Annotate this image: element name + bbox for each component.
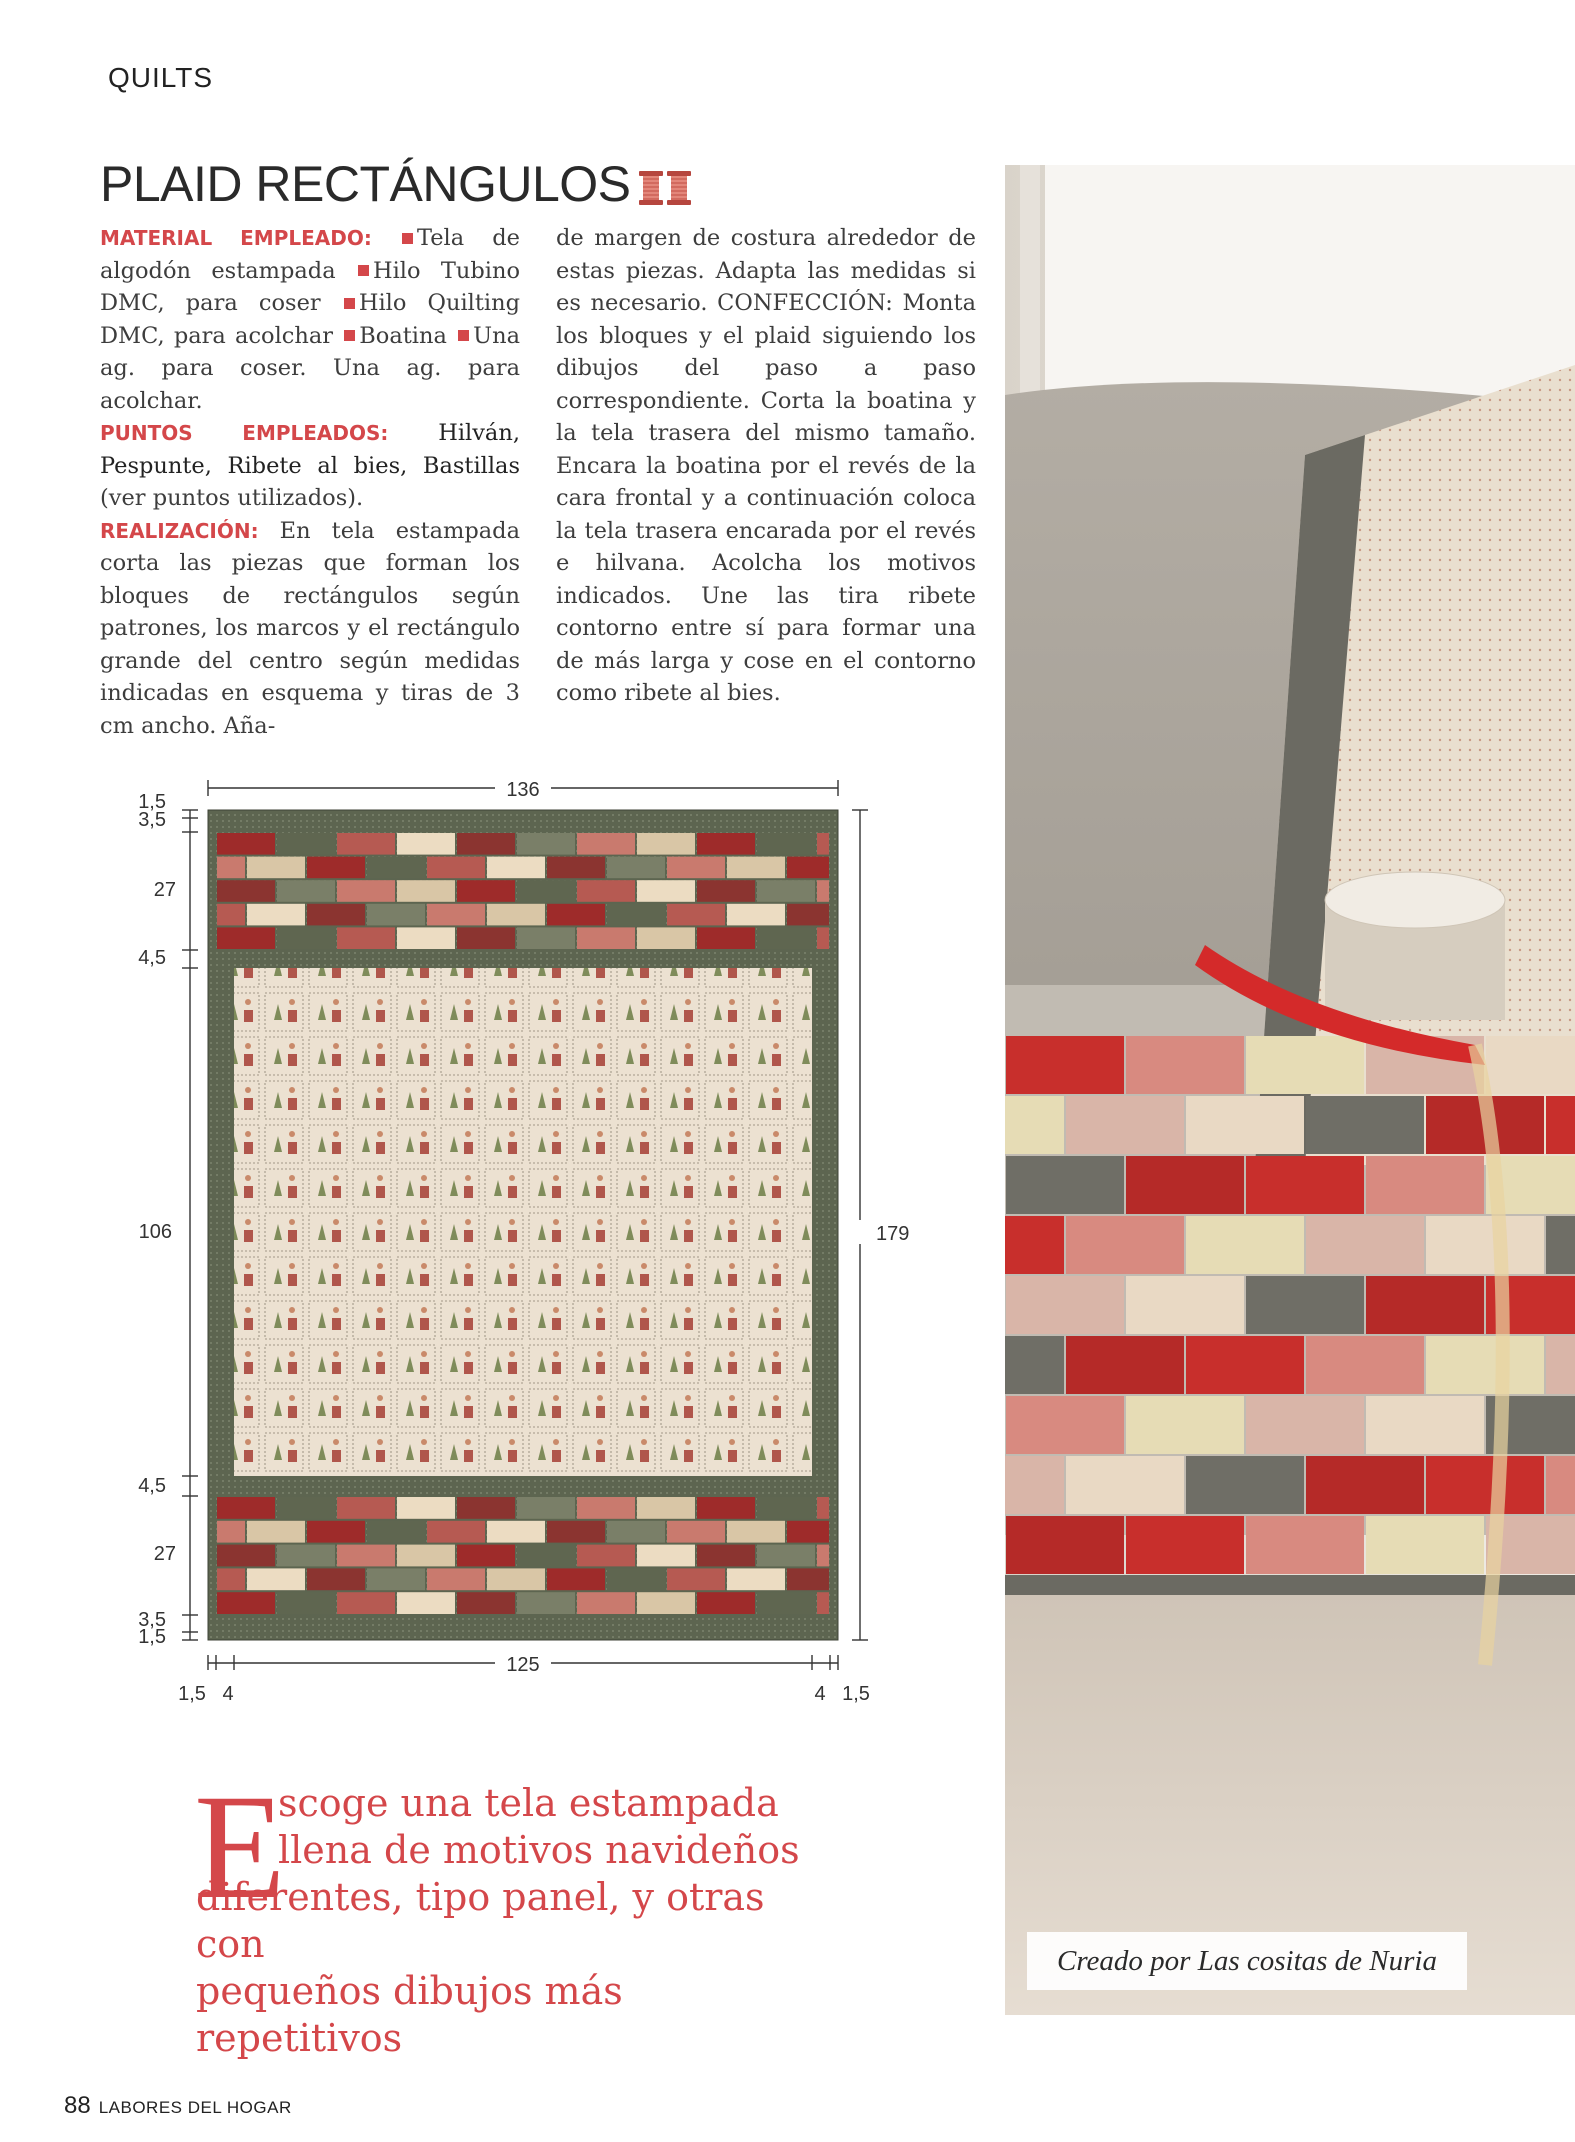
spool-icon <box>639 171 663 205</box>
brick-rectangle <box>487 904 545 926</box>
brick-rectangle <box>337 1497 395 1519</box>
photo-brick <box>1426 1336 1544 1394</box>
brick-rectangle <box>247 1568 305 1590</box>
dimension-width-total: 136 <box>506 779 540 801</box>
material-item: Una ag. para coser. Una ag. para acolchar. <box>100 322 520 414</box>
photo-brick <box>1126 1276 1244 1334</box>
brick-rectangle <box>247 1521 305 1543</box>
brick-rectangle <box>787 1568 829 1590</box>
brick-rectangle <box>457 1545 515 1567</box>
photo-brick <box>1546 1456 1575 1514</box>
brick-rectangle <box>637 833 695 855</box>
brick-rectangle <box>247 857 305 879</box>
brick-rectangle <box>397 927 455 949</box>
brick-rectangle <box>277 1545 335 1567</box>
photo-brick <box>1066 1216 1184 1274</box>
photo-brick <box>1126 1156 1244 1214</box>
brick-rectangle <box>427 904 485 926</box>
material-item: Hilo Tubino DMC, para coser <box>100 257 520 316</box>
photo-brick <box>1426 1216 1544 1274</box>
brick-rectangle <box>247 904 305 926</box>
bullet-icon <box>402 233 413 244</box>
magazine-name: LABORES DEL HOGAR <box>98 2098 292 2117</box>
dimension-label: 4,5 <box>138 1475 166 1497</box>
puntos-list: Hilván, Pespunte, Ribete al bies, Bastillas <box>100 420 520 479</box>
brick-rectangle <box>817 1497 829 1519</box>
pull-quote-line: scoge una tela estampada <box>278 1781 779 1825</box>
top-brick-band <box>217 833 829 949</box>
brick-rectangle <box>397 833 455 855</box>
brick-rectangle <box>607 1521 665 1543</box>
brick-rectangle <box>457 927 515 949</box>
page-number: 88 <box>64 2092 91 2119</box>
brick-rectangle <box>397 1497 455 1519</box>
brick-rectangle <box>697 880 755 902</box>
brick-rectangle <box>757 927 815 949</box>
brick-rectangle <box>337 833 395 855</box>
brick-rectangle <box>217 927 275 949</box>
brick-rectangle <box>517 880 575 902</box>
brick-rectangle <box>577 833 635 855</box>
brick-rectangle <box>277 927 335 949</box>
brick-rectangle <box>397 1592 455 1614</box>
brick-rectangle <box>697 1497 755 1519</box>
photo-brick <box>1366 1276 1484 1334</box>
photo-brick <box>1005 1096 1064 1154</box>
pull-quote <box>194 1764 816 2062</box>
quilt-photo <box>1005 165 1575 2015</box>
brick-rectangle <box>817 927 829 949</box>
center-panel <box>234 968 812 1476</box>
photo-brick <box>1126 1036 1244 1094</box>
brick-rectangle <box>337 1592 395 1614</box>
section-label: QUILTS <box>108 62 214 93</box>
brick-rectangle <box>307 904 365 926</box>
brick-rectangle <box>577 927 635 949</box>
realizacion-heading: REALIZACIÓN: <box>100 518 259 543</box>
brick-rectangle <box>607 1568 665 1590</box>
photo-brick <box>1546 1096 1575 1154</box>
realizacion-text: En tela estampada corta las piezas que forman los bloques de rectángulos según patrones, los marcos y el rectángulo grande del centro según medidas indicadas en esquema y tiras de 3 cm ancho. Aña- <box>100 517 521 739</box>
photo-brick <box>1006 1516 1124 1574</box>
brick-rectangle <box>547 857 605 879</box>
photo-brick <box>1366 1156 1484 1214</box>
brick-rectangle <box>817 833 829 855</box>
brick-rectangle <box>337 1545 395 1567</box>
brick-rectangle <box>787 904 829 926</box>
brick-rectangle <box>457 1497 515 1519</box>
brick-rectangle <box>397 1545 455 1567</box>
brick-rectangle <box>787 1521 829 1543</box>
brick-rectangle <box>277 1592 335 1614</box>
brick-rectangle <box>727 904 785 926</box>
brick-rectangle <box>457 833 515 855</box>
brick-rectangle <box>637 927 695 949</box>
brick-rectangle <box>637 1497 695 1519</box>
brick-rectangle <box>757 880 815 902</box>
dimension-label: 1,5 <box>842 1683 870 1705</box>
dimension-label: 4,5 <box>138 947 166 969</box>
photo-brick <box>1126 1516 1244 1574</box>
brick-rectangle <box>787 857 829 879</box>
photo-brick <box>1546 1336 1575 1394</box>
brick-rectangle <box>487 1568 545 1590</box>
brick-rectangle <box>517 927 575 949</box>
puntos-note: (ver puntos utilizados). <box>100 485 364 511</box>
bottom-brick-band <box>217 1497 829 1614</box>
brick-rectangle <box>727 857 785 879</box>
brick-rectangle <box>217 833 275 855</box>
brick-rectangle <box>217 1521 245 1543</box>
spool-icon <box>667 171 691 205</box>
brick-rectangle <box>217 904 245 926</box>
instructions-column-1 <box>100 222 520 742</box>
brick-rectangle <box>337 880 395 902</box>
brick-rectangle <box>757 833 815 855</box>
puntos-heading: PUNTOS EMPLEADOS: <box>100 421 389 445</box>
photo-brick <box>1126 1396 1244 1454</box>
brick-rectangle <box>547 1521 605 1543</box>
brick-rectangle <box>547 904 605 926</box>
brick-rectangle <box>367 1568 425 1590</box>
brick-rectangle <box>217 1568 245 1590</box>
brick-rectangle <box>217 1545 275 1567</box>
brick-rectangle <box>367 1521 425 1543</box>
brick-rectangle <box>637 1592 695 1614</box>
brick-rectangle <box>277 880 335 902</box>
brick-rectangle <box>547 1568 605 1590</box>
brick-rectangle <box>757 1592 815 1614</box>
brick-rectangle <box>667 1568 725 1590</box>
bullet-icon <box>344 298 355 309</box>
bullet-icon <box>358 265 369 276</box>
photo-brick <box>1306 1336 1424 1394</box>
photo-brick <box>1186 1096 1304 1154</box>
photo-brick <box>1005 1216 1064 1274</box>
photo-brick <box>1306 1216 1424 1274</box>
photo-brick <box>1006 1276 1124 1334</box>
brick-rectangle <box>487 1521 545 1543</box>
dimension-label: 1,5 <box>138 1626 166 1648</box>
photo-brick <box>1066 1456 1184 1514</box>
dimension-height-total: 179 <box>876 1223 910 1245</box>
photo-brick <box>1006 1396 1124 1454</box>
brick-rectangle <box>217 880 275 902</box>
instructions-column-2: de margen de costura alrededor de estas piezas. Adapta las medidas si es necesario. CONFECCIÓN: Monta los bloques y el plaid siguiendo los dibujos del paso a paso correspondiente. Corta la boatina y la tela trasera del mismo tamaño. Encara la boatina por el revés de la cara frontal y a continuación coloca la tela trasera encarada por el revés e hilvana. Acolcha los motivos indicados. Une las tira ribete contorno entre sí para formar una de más larga y cose en el contorno como ribete al bies. <box>556 225 976 706</box>
brick-rectangle <box>427 1521 485 1543</box>
page-title: PLAID RECTÁNGULOS <box>100 156 631 212</box>
brick-rectangle <box>667 1521 725 1543</box>
brick-rectangle <box>487 857 545 879</box>
brick-rectangle <box>517 1497 575 1519</box>
pull-quote-line: pequeños dibujos más repetitivos <box>196 1969 623 2060</box>
drop-cap: E <box>194 1764 286 1930</box>
brick-rectangle <box>397 880 455 902</box>
photo-brick <box>1186 1456 1304 1514</box>
brick-rectangle <box>637 1545 695 1567</box>
brick-rectangle <box>577 880 635 902</box>
brick-rectangle <box>517 1545 575 1567</box>
pull-quote-line: diferentes, tipo panel, y otras con <box>196 1875 765 1966</box>
dimension-label: 3,5 <box>138 809 166 831</box>
brick-rectangle <box>667 904 725 926</box>
page-footer <box>64 2092 292 2120</box>
photo-brick <box>1005 1456 1064 1514</box>
dimension-width-inner: 125 <box>506 1654 540 1676</box>
brick-rectangle <box>367 857 425 879</box>
brick-rectangle <box>457 1592 515 1614</box>
brick-rectangle <box>697 833 755 855</box>
brick-rectangle <box>307 857 365 879</box>
brick-rectangle <box>217 1592 275 1614</box>
photo-brick <box>1186 1216 1304 1274</box>
brick-rectangle <box>667 857 725 879</box>
brick-rectangle <box>577 1592 635 1614</box>
photo-brick <box>1006 1156 1124 1214</box>
difficulty-spools-icon <box>639 171 691 205</box>
brick-rectangle <box>307 1568 365 1590</box>
photo-brick <box>1005 1336 1064 1394</box>
photo-brick <box>1186 1336 1304 1394</box>
material-item: Boatina <box>359 322 447 349</box>
photo-caption: Creado por Las cositas de Nuria <box>1027 1932 1467 1990</box>
photo-brick <box>1066 1096 1184 1154</box>
bullet-icon <box>458 330 469 341</box>
dimension-label: 27 <box>153 1543 176 1565</box>
photo-brick <box>1366 1516 1484 1574</box>
brick-rectangle <box>337 927 395 949</box>
photo-brick <box>1246 1036 1364 1094</box>
photo-brick <box>1246 1156 1364 1214</box>
photo-brick <box>1246 1276 1364 1334</box>
brick-rectangle <box>817 880 829 902</box>
dimension-label: 4 <box>222 1683 234 1705</box>
brick-rectangle <box>217 1497 275 1519</box>
photo-brick <box>1366 1396 1484 1454</box>
brick-rectangle <box>517 833 575 855</box>
brick-rectangle <box>307 1521 365 1543</box>
photo-brick <box>1546 1216 1575 1274</box>
photo-brick <box>1426 1456 1544 1514</box>
photo-brick <box>1006 1036 1124 1094</box>
brick-rectangle <box>697 927 755 949</box>
dimension-label: 1,5 <box>178 1683 206 1705</box>
photo-brick <box>1066 1336 1184 1394</box>
bullet-icon <box>344 330 355 341</box>
photo-brick <box>1306 1456 1424 1514</box>
brick-rectangle <box>217 857 245 879</box>
dimension-label: 27 <box>153 879 176 901</box>
brick-rectangle <box>577 1545 635 1567</box>
material-item: Tela de algodón estampada <box>100 225 520 284</box>
dimension-label: 1,5 <box>138 791 166 813</box>
photo-brick <box>1486 1036 1575 1094</box>
brick-rectangle <box>517 1592 575 1614</box>
brick-rectangle <box>817 1592 829 1614</box>
title-wrap <box>100 155 691 213</box>
brick-rectangle <box>367 904 425 926</box>
brick-rectangle <box>727 1521 785 1543</box>
photo-brick <box>1246 1396 1364 1454</box>
photo-brick <box>1246 1516 1364 1574</box>
pull-quote-line: llena de motivos navideños <box>278 1828 800 1872</box>
photo-brick <box>1306 1096 1424 1154</box>
brick-rectangle <box>427 1568 485 1590</box>
brick-rectangle <box>697 1592 755 1614</box>
brick-rectangle <box>727 1568 785 1590</box>
dimension-label: 3,5 <box>138 1609 166 1631</box>
brick-rectangle <box>757 1497 815 1519</box>
brick-rectangle <box>637 880 695 902</box>
brick-rectangle <box>607 904 665 926</box>
material-item: Hilo Quilting DMC, para acolchar <box>100 290 520 349</box>
brick-rectangle <box>607 857 665 879</box>
brick-rectangle <box>457 880 515 902</box>
brick-rectangle <box>277 833 335 855</box>
quilt-diagram <box>130 770 910 1730</box>
dimension-height-center: 106 <box>138 1221 172 1243</box>
brick-rectangle <box>817 1545 829 1567</box>
dimension-label: 4 <box>814 1683 826 1705</box>
brick-rectangle <box>757 1545 815 1567</box>
material-heading: MATERIAL EMPLEADO: <box>100 226 372 250</box>
brick-rectangle <box>577 1497 635 1519</box>
brick-rectangle <box>277 1497 335 1519</box>
brick-rectangle <box>427 857 485 879</box>
brick-rectangle <box>697 1545 755 1567</box>
